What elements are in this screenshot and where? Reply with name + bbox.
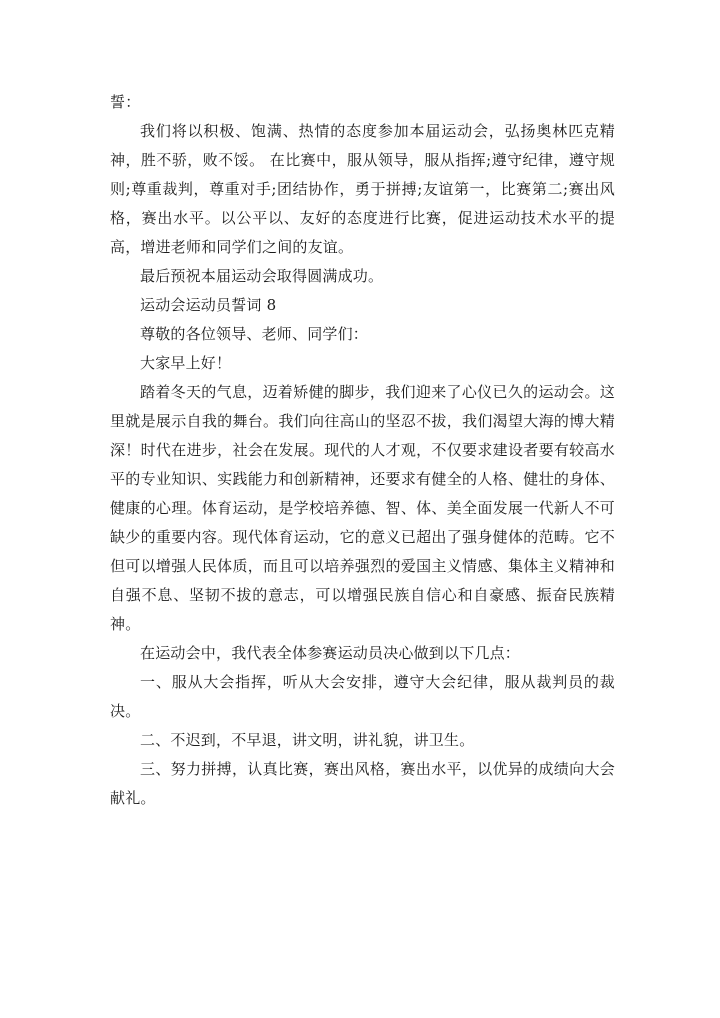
paragraph-resolution-intro: 在运动会中，我代表全体参赛运动员决心做到以下几点： bbox=[140, 644, 521, 662]
paragraph-main-body: 踏着冬天的气息，迈着矫健的脚步，我们迎来了心仪已久的运动会。这里就是展示自我的舞台。我们向往高山的坚忍不拔，我们渴望大海的博大精深！时代在进步，社会在发展。现代的人才观，不仅要求建设者要有较高水平的专业知识、实践能力和创新精神，还要求有健全的人格、健壮的身体、健康的心理。体育运动，是学校培养德、智、体、美全面发展一代新人不可缺少的重要内容。现代体育运动，它的意义已超出了强身健体的范畴。它不但可以增强人民体质，而且可以培养强烈的爱国主义情感、集体主义精神和自强不息、坚韧不拔的意志，可以增强民族自信心和自豪感、振奋民族精神。 bbox=[110, 383, 615, 633]
list-item-point-1: 一、服从大会指挥，听从大会安排，遵守大会纪律，服从裁判员的裁决。 bbox=[110, 673, 615, 720]
paragraph-pledge: 我们将以积极、饱满、热情的态度参加本届运动会，弘扬奥林匹克精神，胜不骄，败不馁。 在比赛中，服从领导，服从指挥;遵守纪律，遵守规则;尊重裁判，尊重对手;团结协作，勇于拼搏;友谊第一，比赛第二;赛出风格，赛出水平。以公平以、友好的态度进行比赛，促进运动技术水平的提高，增进老师和同学们之间的友谊。 bbox=[110, 122, 615, 256]
paragraph-wish: 最后预祝本届运动会取得圆满成功。 bbox=[140, 267, 384, 285]
list-item-point-2: 二、不迟到，不早退，讲文明，讲礼貌，讲卫生。 bbox=[140, 731, 475, 749]
document-page bbox=[110, 88, 615, 813]
section-heading: 运动会运动员誓词 8 bbox=[140, 296, 277, 314]
list-item-point-3: 三、努力拼搏，认真比赛，赛出风格，赛出水平，以优异的成绩向大会献礼。 bbox=[110, 760, 615, 807]
paragraph-salutation: 尊敬的各位领导、老师、同学们： bbox=[140, 325, 369, 343]
paragraph-oath-ending: 誓： bbox=[110, 93, 141, 111]
paragraph-greeting: 大家早上好！ bbox=[140, 354, 232, 372]
